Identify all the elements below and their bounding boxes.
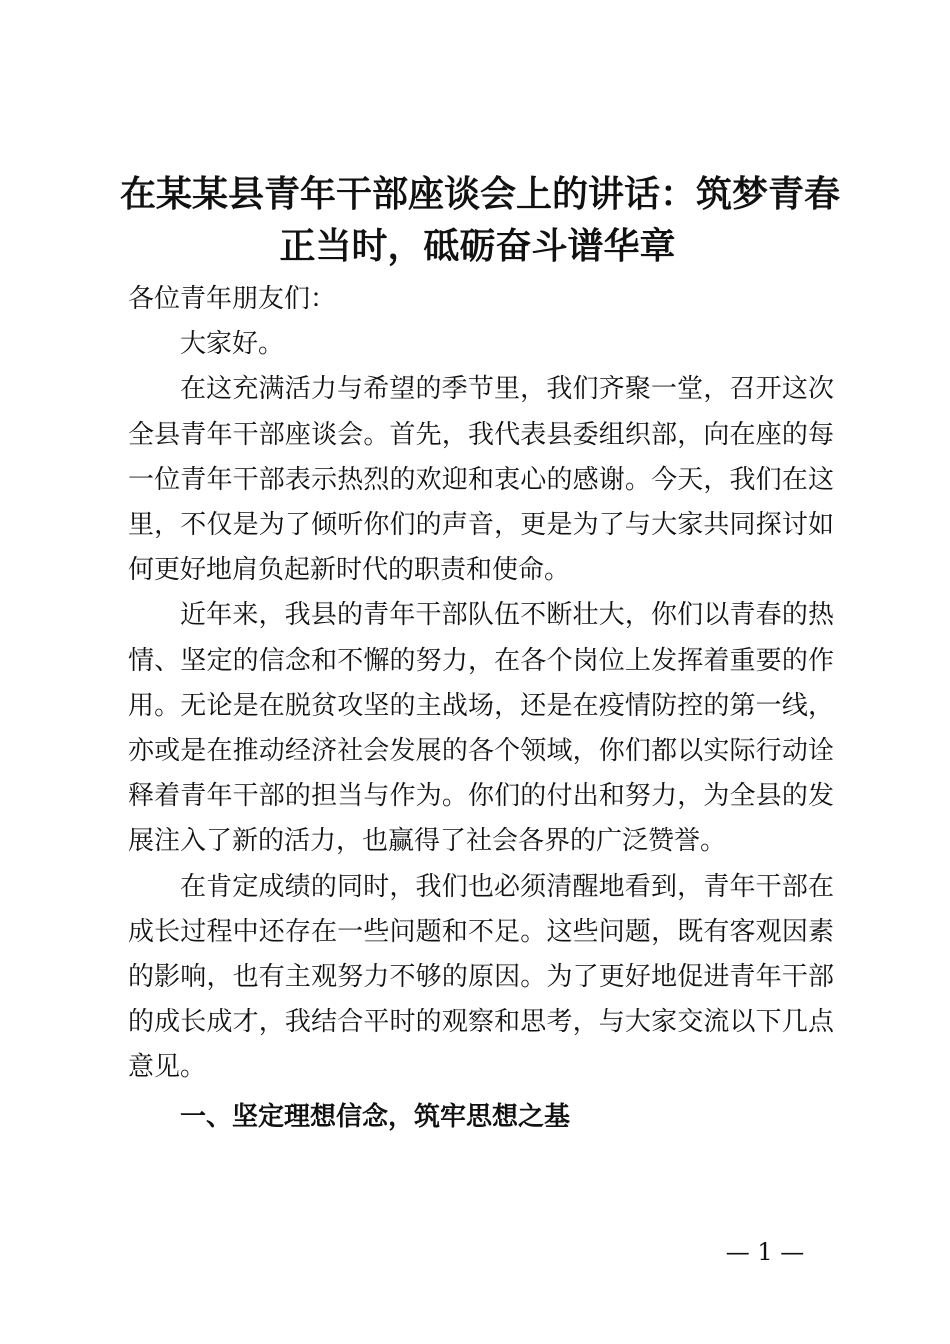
document-title-line-1: 在某某县青年干部座谈会上的讲话：筑梦青春 (120, 174, 841, 215)
page-number: — 1 — (725, 1238, 805, 1266)
paragraph-1: 在这充满活力与希望的季节里，我们齐聚一堂，召开这次全县青年干部座谈会。首先，我代表县委组织部，向在座的每一位青年干部表示热烈的欢迎和衷心的感谢。今天，我们在这里，不仅是为了倾听你们的声音，更是为了与大家共同探讨如何更好地肩负起新时代的职责和使命。 (128, 374, 834, 586)
document-body (128, 277, 834, 1140)
greeting: 大家好。 (180, 329, 285, 360)
paragraph-3: 在肯定成绩的同时，我们也必须清醒地看到，青年干部在成长过程中还存在一些问题和不足。这些问题，既有客观因素的影响，也有主观努力不够的原因。为了更好地促进青年干部的成长成才，我结合平时的观察和思考，与大家交流以下几点意见。 (128, 871, 834, 1083)
paragraph-2: 近年来，我县的青年干部队伍不断壮大，你们以青春的热情、坚定的信念和不懈的努力，在各个岗位上发挥着重要的作用。无论是在脱贫攻坚的主战场，还是在疫情防控的第一线，亦或是在推动经济社会发展的各个领域，你们都以实际行动诠释着青年干部的担当与作为。你们的付出和努力，为全县的发展注入了新的活力，也赢得了社会各界的广泛赞誉。 (128, 600, 834, 857)
document-title-line-2: 正当时，砥砺奋斗谱华章 (279, 226, 676, 267)
salutation: 各位青年朋友们： (128, 284, 337, 314)
section-heading-1: 一、坚定理想信念，筑牢思想之基 (180, 1101, 571, 1132)
